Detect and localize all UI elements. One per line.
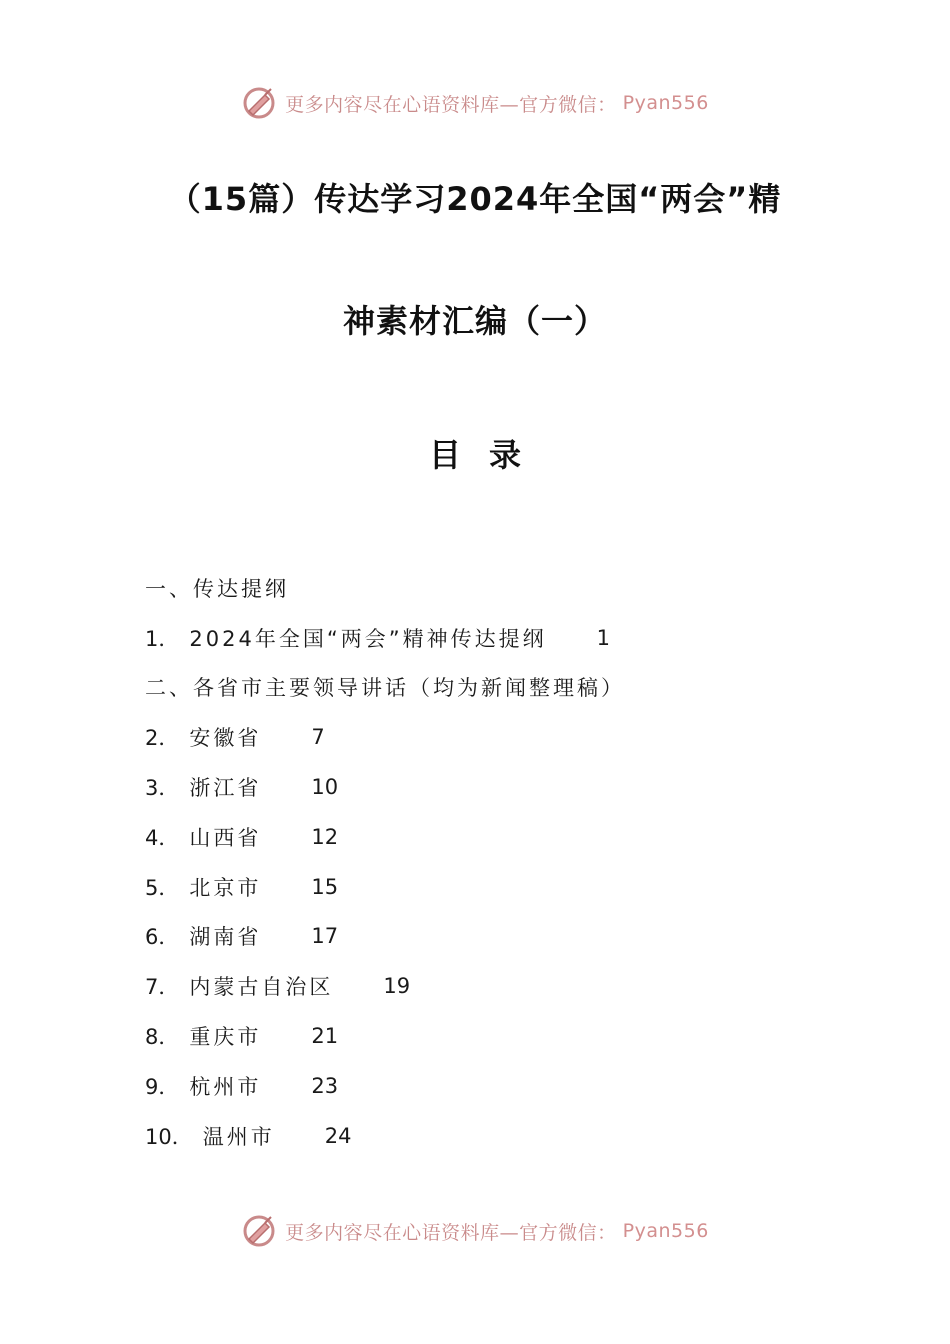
toc-page-number: 7 xyxy=(311,725,325,750)
toc-label: 温州市 xyxy=(202,1124,275,1149)
toc-label: 杭州市 xyxy=(189,1074,262,1099)
toc-number: 5． xyxy=(145,875,180,900)
toc-label: 浙江省 xyxy=(189,776,262,801)
toc-label: 一、传达提纲 xyxy=(145,576,289,601)
toc-entry[interactable] xyxy=(145,613,845,663)
toc-label: 2024年全国“两会”精神传达提纲 xyxy=(189,626,547,651)
watermark-header xyxy=(0,83,950,123)
toc-heading: 目录 xyxy=(428,436,549,474)
toc-entry[interactable] xyxy=(145,762,845,812)
toc-label: 内蒙古自治区 xyxy=(189,975,334,1000)
toc-section-header xyxy=(145,663,845,713)
toc-entry[interactable] xyxy=(145,712,845,762)
pen-logo-icon xyxy=(241,1213,277,1249)
toc-number: 1． xyxy=(145,626,180,651)
watermark-text: 更多内容尽在心语资料库—官方微信： xyxy=(285,93,617,116)
toc-number: 3． xyxy=(145,776,180,801)
toc-number: 9． xyxy=(145,1074,180,1099)
toc-entry[interactable] xyxy=(145,1011,845,1061)
toc-number: 10． xyxy=(145,1124,193,1149)
toc-entry[interactable] xyxy=(145,1061,845,1111)
toc-label: 湖南省 xyxy=(189,925,262,950)
watermark-wechat-id: Pyan556 xyxy=(622,92,709,114)
toc-entry[interactable] xyxy=(145,912,845,962)
toc-number: 4． xyxy=(145,825,180,850)
toc-number: 8． xyxy=(145,1025,180,1050)
toc-page-number: 19 xyxy=(383,974,411,999)
toc-entry[interactable] xyxy=(145,812,845,862)
toc-page-number: 15 xyxy=(311,874,339,899)
toc-entry[interactable] xyxy=(145,862,845,912)
document-title-line-2: 神素材汇编（一） xyxy=(342,302,607,340)
toc-label: 山西省 xyxy=(189,825,262,850)
toc-page-number: 23 xyxy=(311,1073,339,1098)
toc-page-number: 21 xyxy=(311,1024,339,1049)
toc-number: 2． xyxy=(145,726,180,751)
pen-logo-icon xyxy=(241,85,277,121)
toc-entry[interactable] xyxy=(145,961,845,1011)
toc-page-number: 17 xyxy=(311,924,339,949)
toc-label: 重庆市 xyxy=(189,1025,262,1050)
watermark-footer xyxy=(0,1211,950,1251)
toc-number: 7． xyxy=(145,975,180,1000)
toc-page-number: 1 xyxy=(596,625,610,650)
toc-page-number: 24 xyxy=(324,1123,352,1148)
watermark-text: 更多内容尽在心语资料库—官方微信： xyxy=(285,1221,617,1244)
toc-page-number: 10 xyxy=(311,775,339,800)
document-title-line-1: （15篇）传达学习2024年全国“两会”精 xyxy=(168,180,782,218)
table-of-contents xyxy=(145,563,845,1161)
toc-label: 北京市 xyxy=(189,875,262,900)
toc-number: 6． xyxy=(145,925,180,950)
toc-entry[interactable] xyxy=(145,1111,845,1161)
watermark-wechat-id: Pyan556 xyxy=(622,1220,709,1242)
toc-label: 二、各省市主要领导讲话（均为新闻整理稿） xyxy=(145,676,625,701)
toc-section-header xyxy=(145,563,845,613)
toc-page-number: 12 xyxy=(311,824,339,849)
toc-label: 安徽省 xyxy=(189,726,262,751)
